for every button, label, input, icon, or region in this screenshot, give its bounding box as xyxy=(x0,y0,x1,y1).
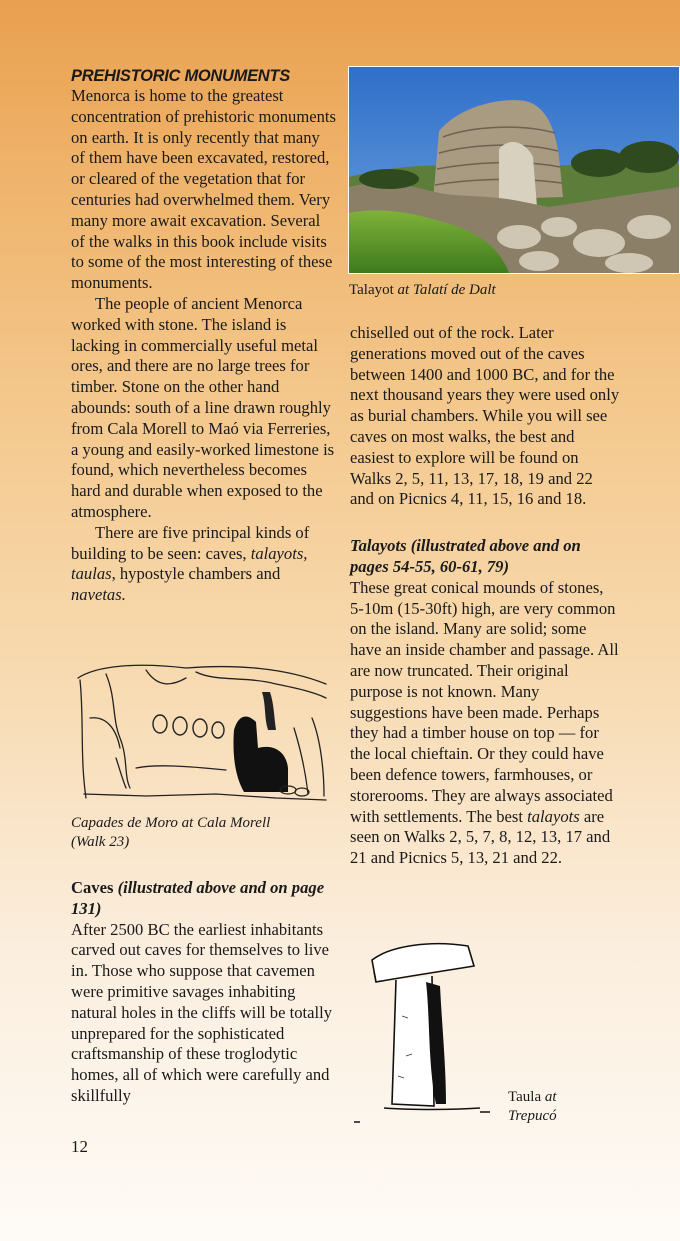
left-column xyxy=(71,64,337,606)
page-number: 12 xyxy=(71,1137,88,1156)
taula-caption: Taula at Trepucó xyxy=(508,1089,557,1124)
taula-sketch-illustration xyxy=(350,936,500,1131)
intro-paragraph-1: Menorca is home to the greatest concentration of prehistoric monuments on earth. It is only recently that many of them have been excavated, restored, or cleared of the vegetation that for centuries had overwhelmed them. Very many more await excavation. Several of the walks in this book include visits to some of the most interesting of these monuments. xyxy=(71,86,336,293)
intro-paragraph-2: The people of ancient Menorca worked with stone. The island is lacking in commercially useful metal ores, and there are no large trees for timber. Stone on the other hand abounds: south of a line drawn roughly from Cala Morell to Maó via Ferreries, a young and easily-worked limestone is found, which nevertheless becomes hard and durable when exposed to the atmosphere. xyxy=(71,293,335,521)
talayot-photo xyxy=(348,66,680,274)
caves-section xyxy=(71,878,337,1107)
cave-sketch-illustration xyxy=(76,658,328,806)
caves-body-continued: chiselled out of the rock. Later generations moved out of the caves between 1400 and 1000 BC, and for the next thousand years they were used only as burial chambers. While you will see caves on most walks, the best and easiest to explore will be found on Walks 2, 5, 11, 13, 17, 18, 19 and 22 and on Picnics 4, 11, 15, 16 and 18. xyxy=(350,323,620,509)
talayots-heading: Talayots (illustrated above and on pages 54-55, 60-61, 79) xyxy=(350,536,581,576)
talayot-photo-caption: Talayot at Talatí de Dalt xyxy=(349,282,496,298)
caves-heading: Caves (illustrated above and on page 131) xyxy=(71,878,325,918)
talayot-photo-image xyxy=(349,67,679,273)
section-title: PREHISTORIC MONUMENTS xyxy=(71,67,290,85)
right-column xyxy=(350,323,620,869)
caves-body: After 2500 BC the earliest inhabitants carved out caves for themselves to live in. Those who suppose that cavemen were primitive savages inhabiting natural holes in the cliffs will be totally unprepared for the sophisticated craftsmanship of these troglodytic homes, all of which were carefully and skillfully xyxy=(71,919,332,1105)
intro-paragraph-3: There are five principal kinds of building to be seen: caves, talayots, taulas, hypostyle chambers and navetas. xyxy=(71,522,310,605)
cave-sketch-caption: Capades de Moro at Cala Morell (Walk 23) xyxy=(71,815,271,850)
talayots-body: These great conical mounds of stones, 5-10m (15-30ft) high, are very common on the island. Many are solid; some have an inside chamber and passage. All are now truncated. Their original purpose is not known. Many suggestions have been made. Perhaps they had a timber house on top — for the local chieftain. Or they could have been defence towers, farmhouses, or storerooms. They are always associated with settlements. The best talayots are seen on Walks 2, 5, 7, 8, 12, 13, 17 and 21 and Picnics 5, 13, 21 and 22. xyxy=(350,577,619,868)
